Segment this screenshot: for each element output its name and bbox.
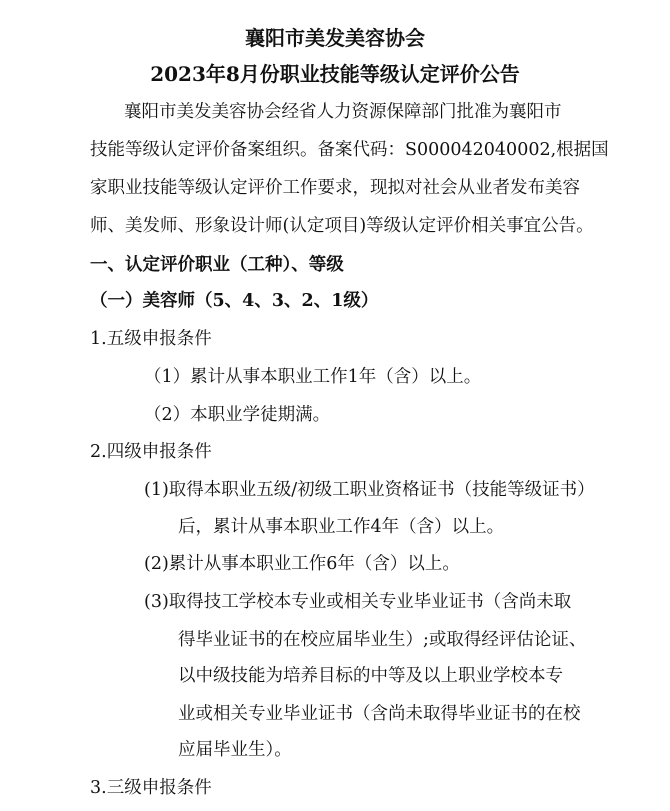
level4-item3-line5: 应届毕业生）。 [178, 740, 292, 760]
level4-item3-line1: (3)取得技工学校本专业或相关专业毕业证书（含尚未取 [144, 592, 572, 612]
intro-line-4: 师、美发师、形象设计师(认定项目)等级认定评价相关事宜公告。 [90, 216, 594, 236]
level4-item3-line2: 得毕业证书的在校应届毕业生）;或取得经评估论证、 [178, 630, 587, 650]
level5-item-1: （1）累计从事本职业工作1年（含）以上。 [144, 367, 482, 387]
section-heading: 一、认定评价职业（工种）、等级 [90, 255, 344, 275]
level3-heading: 3.三级申报条件 [90, 778, 212, 798]
intro-line-1: 襄阳市美发美容协会经省人力资源保障部门批准为襄阳市 [124, 102, 562, 122]
level4-heading: 2.四级申报条件 [90, 442, 212, 462]
level5-item-2: （2）本职业学徒期满。 [144, 405, 331, 425]
document-subtitle: 2023年8月份职业技能等级认定评价公告 [150, 62, 520, 86]
level4-item1-line1: (1)取得本职业五级/初级工职业资格证书（技能等级证书） [144, 480, 595, 500]
document-title: 襄阳市美发美容协会 [245, 26, 425, 50]
intro-line-3: 家职业技能等级认定评价工作要求，现拟对社会从业者发布美容 [90, 178, 580, 198]
level4-item1-line2: 后，累计从事本职业工作4年（含）以上。 [178, 517, 505, 537]
intro-line-2: 技能等级认定评价备案组织。备案代码：S000042040002,根据国 [90, 140, 609, 160]
level4-item3-line4: 业或相关专业毕业证书（含尚未取得毕业证书的在校 [178, 704, 581, 724]
level4-item2: (2)累计从事本职业工作6年（含）以上。 [144, 554, 460, 574]
subsection-heading: （一）美容师（5、4、3、2、1级） [90, 291, 379, 311]
level4-item3-line3: 以中级技能为培养目标的中等及以上职业学校本专 [178, 666, 563, 686]
level5-heading: 1.五级申报条件 [90, 329, 212, 349]
